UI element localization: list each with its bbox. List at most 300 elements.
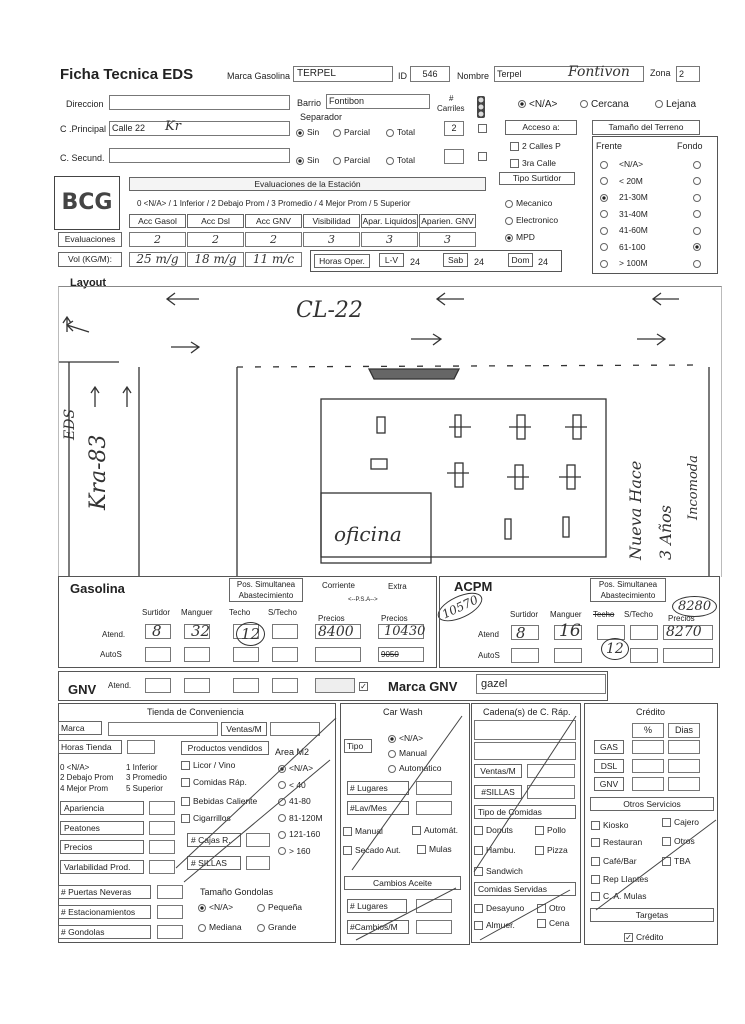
sep-total-2[interactable]	[386, 155, 415, 165]
horas-tienda-field[interactable]	[127, 740, 155, 754]
cadena-ventas: Ventas/M	[474, 764, 522, 778]
lejana-label: Lejana	[666, 99, 697, 110]
fondo-radio[interactable]	[693, 194, 701, 202]
frente-radio[interactable]	[600, 243, 608, 251]
marca-gasolina-value: TERPEL	[297, 68, 336, 79]
cambios-m-field[interactable]	[416, 920, 452, 934]
c-principal-field[interactable]	[109, 121, 290, 136]
eval-value: 3	[386, 233, 393, 246]
credito-pct-label: %	[643, 725, 652, 735]
gondola-grande-radio[interactable]	[257, 924, 265, 932]
credito-gas-pct[interactable]	[632, 740, 664, 754]
carwash-na-radio[interactable]	[388, 735, 396, 743]
carwash-secado[interactable]	[343, 845, 401, 855]
pizza-item[interactable]	[535, 845, 568, 855]
frente-radio[interactable]	[600, 177, 608, 185]
acpm-autos-3[interactable]	[630, 648, 658, 663]
fondo-radio[interactable]	[693, 260, 701, 268]
otros2-check[interactable]	[662, 837, 671, 846]
sab-value: 24	[474, 257, 485, 267]
right-note-2: 3 Años	[656, 505, 675, 560]
area-option-label: > 160	[289, 845, 311, 856]
eval-value-cell[interactable]	[187, 232, 244, 247]
mulas-label: Mulas	[429, 844, 452, 854]
credito-gas-dias[interactable]	[668, 740, 700, 754]
eval-value-cell[interactable]	[245, 232, 302, 247]
area-option-label: 121-160	[289, 829, 321, 839]
pizza-check[interactable]	[535, 846, 544, 855]
gasolina-atend: Atend.	[102, 630, 126, 639]
manual2-label: Manual	[355, 826, 383, 836]
acpm-autos-2[interactable]	[554, 648, 582, 663]
barrio-label: Barrio	[297, 98, 322, 108]
sillas-field[interactable]	[246, 856, 270, 870]
puertas-field[interactable]	[157, 885, 183, 899]
electronico-radio[interactable]	[505, 217, 513, 225]
peatones-field[interactable]	[149, 821, 175, 835]
carwash-manual2[interactable]	[343, 826, 383, 836]
credito-gnv-dias[interactable]	[668, 777, 700, 791]
acpm-autos-4[interactable]	[663, 648, 713, 663]
gnv-atend: Atend.	[108, 681, 132, 690]
credito-card-label: Crédito	[636, 932, 664, 942]
tienda-scale-6: 5 Superior	[126, 784, 163, 793]
desayuno-check[interactable]	[474, 904, 483, 913]
cena-check[interactable]	[537, 919, 546, 928]
gasolina-corriente: Corriente	[322, 581, 355, 590]
otro-label: Otro	[549, 903, 566, 913]
licor-item[interactable]	[181, 760, 235, 770]
eval-col-header: Apar. Liquidos	[362, 216, 417, 226]
proximity-cercana[interactable]	[580, 99, 629, 110]
terreno-option-label: 61-100	[619, 241, 646, 252]
cafe-item[interactable]	[591, 856, 637, 866]
gasolina-autos-4[interactable]	[272, 647, 298, 662]
horas-tienda: Horas Tienda	[58, 740, 122, 754]
frente-radio[interactable]	[600, 194, 608, 202]
terreno-option-row	[600, 159, 700, 169]
page-title: Ficha Tecnica EDS	[60, 66, 194, 83]
proximity-na-radio[interactable]	[518, 100, 526, 108]
cajas-label: # Cajas R.	[187, 833, 241, 847]
carwash-manual[interactable]	[388, 748, 427, 758]
otro-item[interactable]	[537, 903, 566, 913]
licor-check[interactable]	[181, 761, 190, 770]
surtidor-electronico[interactable]	[505, 215, 558, 225]
sep-parcial-1[interactable]	[333, 127, 370, 137]
mpd-radio[interactable]	[505, 234, 513, 242]
pollo-label: Pollo	[547, 825, 566, 835]
gnv-check[interactable]: ✓	[360, 682, 367, 691]
area-radio[interactable]	[278, 831, 286, 839]
parcial-radio-2[interactable]	[333, 157, 341, 165]
gnv-field-4[interactable]	[272, 678, 298, 693]
vol-value-cell[interactable]	[245, 252, 302, 267]
cafe-label: Café/Bar	[603, 856, 637, 866]
bebidas-check[interactable]	[181, 797, 190, 806]
cadena-ventas-field[interactable]	[527, 764, 575, 778]
precios-label: Precios	[60, 840, 144, 854]
estacionamientos-field[interactable]	[157, 905, 183, 919]
frente-radio[interactable]	[600, 161, 608, 169]
marca-gasolina-field[interactable]	[293, 66, 393, 82]
cercana-label: Cercana	[591, 99, 629, 110]
carwash-lav-field[interactable]	[416, 801, 452, 815]
eval-col-header: Acc Dsl	[187, 214, 244, 228]
nombre-label: Nombre	[457, 71, 490, 81]
gondola-grande[interactable]	[257, 922, 296, 932]
eval-value-cell[interactable]	[419, 232, 476, 247]
area-radio[interactable]	[278, 814, 286, 822]
gasolina-stecho-field[interactable]	[272, 624, 298, 639]
bebidas-item[interactable]	[181, 796, 257, 806]
hambu-item[interactable]	[474, 845, 516, 855]
surtidor-mecanico[interactable]	[505, 198, 552, 208]
eval-value-cell[interactable]	[303, 232, 360, 247]
area-option[interactable]	[278, 846, 311, 856]
manual2-check[interactable]	[343, 827, 352, 836]
sin-radio-1[interactable]	[296, 129, 304, 137]
kiosko-label: Kiosko	[603, 820, 629, 830]
cajero-label: Cajero	[674, 817, 700, 827]
puertas-label: # Puertas Neveras	[58, 885, 151, 899]
tienda-scale-3: 2 Debajo Prom	[60, 773, 114, 782]
horas-oper-label: Horas Oper.	[314, 254, 370, 268]
gasolina-manguer-value: 32	[191, 622, 211, 640]
acceso-2calles[interactable]	[510, 141, 561, 151]
comidas-check[interactable]	[181, 778, 190, 787]
area-option[interactable]	[278, 829, 320, 839]
carwash-mulas[interactable]	[417, 844, 452, 854]
acpm-precio-note: 8280	[672, 596, 717, 617]
carriles-check-2[interactable]	[478, 152, 487, 161]
tienda-scale-4: 3 Promedio	[126, 773, 167, 782]
gasolina-autos-2[interactable]	[184, 647, 210, 662]
terreno-option-row	[600, 225, 700, 235]
total-radio-1[interactable]	[386, 129, 394, 137]
area-option[interactable]	[278, 796, 311, 806]
fondo-radio[interactable]	[693, 177, 701, 185]
automat-check[interactable]	[412, 826, 421, 835]
comidas-item[interactable]	[181, 777, 247, 787]
gasolina-corriente-value: 8400	[318, 624, 354, 640]
tipo-comidas: Tipo de Comidas	[474, 805, 576, 819]
dom-value: 24	[538, 257, 549, 267]
productos-vendidos: Productos vendidos	[181, 741, 269, 755]
c-principal-label: C .Principal	[60, 124, 107, 134]
eval-value-cell[interactable]	[361, 232, 418, 247]
desayuno-item[interactable]	[474, 903, 524, 913]
fondo-radio[interactable]	[693, 161, 701, 169]
gondolas-field[interactable]	[157, 925, 183, 939]
precios-field[interactable]	[149, 840, 175, 854]
terreno-option-row	[600, 242, 700, 252]
credito-dias-label: Dias	[674, 725, 693, 735]
secado-label: Secado Aut.	[355, 845, 401, 855]
gnv-field-5[interactable]	[315, 678, 355, 693]
cajero-item[interactable]	[662, 817, 699, 827]
apariencia-field[interactable]	[149, 801, 175, 815]
c-secund-field[interactable]	[109, 148, 290, 163]
area-option[interactable]	[278, 780, 306, 790]
ca-mulas-check[interactable]	[591, 892, 600, 901]
area-radio[interactable]	[278, 847, 286, 855]
carwash-tipo: Tipo	[344, 739, 372, 753]
mulas-check[interactable]	[417, 845, 426, 854]
c-secund-label: C. Secund.	[60, 153, 105, 163]
acpm-stecho-field[interactable]	[630, 625, 658, 640]
area-option-label: 41-80	[289, 796, 311, 806]
hambu-check[interactable]	[474, 846, 483, 855]
fondo-radio[interactable]	[693, 243, 701, 251]
otros-servicios: Otros Servicios	[590, 797, 714, 811]
2calles-check[interactable]	[510, 142, 519, 151]
tienda-ventas-field[interactable]	[270, 722, 320, 736]
vol-value-cell[interactable]	[187, 252, 244, 267]
vol-value-cell[interactable]	[129, 252, 186, 267]
cajero-check[interactable]	[662, 818, 671, 827]
gasolina-autos-3[interactable]	[233, 647, 259, 662]
direccion-field[interactable]	[109, 95, 290, 110]
eval-value: 2	[270, 233, 277, 246]
comidas-servidas: Comidas Servidas	[474, 882, 576, 896]
carwash-na-label: <N/A>	[399, 733, 424, 743]
tienda-scale-1: 0 <N/A>	[60, 763, 90, 772]
sep-sin-2[interactable]	[296, 155, 319, 165]
gasolina-precios-2: Precios	[381, 614, 408, 623]
sin-label-2: Sin	[307, 155, 320, 165]
proximity-na-label: <N/A>	[529, 99, 558, 110]
carwash-automat[interactable]	[412, 825, 458, 835]
frente-radio[interactable]	[600, 210, 608, 218]
surtidor-mpd[interactable]	[505, 232, 535, 242]
parcial-label-1: Parcial	[344, 127, 370, 137]
almuer-label: Almuer.	[486, 920, 515, 930]
restauran-check[interactable]	[591, 838, 600, 847]
layout-label: Layout	[70, 277, 107, 289]
carwash-automatico[interactable]	[388, 763, 442, 773]
3ra-check[interactable]	[510, 159, 519, 168]
parcial-label-2: Parcial	[344, 155, 370, 165]
peatones-label: Peatones	[60, 821, 144, 835]
area-radio[interactable]	[278, 798, 286, 806]
carriles-field-2[interactable]	[444, 149, 464, 164]
eval-value: 2	[212, 233, 219, 246]
gasolina-extra-value: 10430	[384, 624, 426, 639]
tienda-marca-field[interactable]	[108, 722, 218, 736]
cigarrillos-check[interactable]	[181, 814, 190, 823]
gasolina-surtidor-value: 8	[152, 622, 162, 640]
cena-label: Cena	[549, 918, 570, 928]
almuer-item[interactable]	[474, 920, 515, 930]
acpm-autos: AutoS	[478, 651, 500, 660]
otro-check[interactable]	[537, 904, 546, 913]
cena-item[interactable]	[537, 918, 569, 928]
terreno-option-label: > 100M	[619, 258, 648, 268]
gasolina-autos-5[interactable]	[315, 647, 361, 662]
gondola-mediana-radio[interactable]	[198, 924, 206, 932]
3ra-label: 3ra Calle	[522, 158, 557, 168]
area-option-label: < 40	[289, 779, 306, 790]
gasolina-pos: Pos. Simultanea Abastecimiento	[229, 578, 303, 602]
mecanico-radio[interactable]	[505, 200, 513, 208]
area-radio[interactable]	[278, 765, 286, 773]
carriles-check-1[interactable]	[478, 124, 487, 133]
kiosko-check[interactable]	[591, 821, 600, 830]
eval-value: 2	[154, 233, 161, 246]
carwash-na[interactable]	[388, 733, 423, 743]
kiosko-item[interactable]	[591, 820, 629, 830]
id-value: 546	[422, 69, 438, 79]
gasolina-psa: <--P.S.A-->	[348, 597, 378, 603]
area-option[interactable]	[278, 763, 313, 773]
area-option[interactable]	[278, 813, 323, 823]
sandwich-item[interactable]	[474, 866, 523, 876]
secado-check[interactable]	[343, 846, 352, 855]
gondola-pequena-label: Pequeña	[268, 902, 303, 912]
tba-check[interactable]	[662, 857, 671, 866]
eds-label: EDS	[62, 408, 78, 440]
carriles-num: #	[449, 94, 454, 103]
zona-field[interactable]	[676, 66, 700, 82]
mecanico-label: Mecanico	[516, 198, 553, 208]
tienda-marca: Marca	[58, 721, 102, 735]
ca-mulas-item[interactable]	[591, 891, 646, 901]
terreno-option-label: <N/A>	[619, 159, 644, 169]
sep-parcial-2[interactable]	[333, 155, 370, 165]
bebidas-label: Bebidas Caliente	[193, 796, 258, 806]
separador-label: Separador	[300, 112, 343, 122]
total-radio-2[interactable]	[386, 157, 394, 165]
tienda-ventas: Ventas/M	[221, 722, 267, 736]
cadena-sillas-field[interactable]	[527, 785, 575, 799]
fondo-radio[interactable]	[693, 227, 701, 235]
carwash-lugares-field[interactable]	[416, 781, 452, 795]
proximity-lejana[interactable]	[655, 99, 696, 110]
carriles-value: 2	[451, 123, 457, 133]
gondola-pequena[interactable]	[257, 902, 302, 912]
terreno-option-row	[600, 209, 700, 219]
parcial-radio-1[interactable]	[333, 129, 341, 137]
donuts-item[interactable]	[474, 825, 513, 835]
credito-card-check[interactable]: ✓	[625, 933, 632, 943]
cambios-lugares-field[interactable]	[416, 899, 452, 913]
frente-radio[interactable]	[600, 227, 608, 235]
gondola-na-radio[interactable]	[198, 904, 206, 912]
carwash-manual-radio[interactable]	[388, 750, 396, 758]
pizza-label: Pizza	[547, 845, 568, 855]
zona-value: 2	[679, 69, 685, 79]
acpm-techo-value: 12	[601, 638, 629, 660]
proximity-na[interactable]	[518, 99, 557, 110]
credito-card-item[interactable]	[624, 932, 663, 942]
sep-total-1[interactable]	[386, 127, 415, 137]
carriles-field-1[interactable]	[444, 121, 464, 136]
pollo-check[interactable]	[535, 826, 544, 835]
variabilidad-field[interactable]	[149, 860, 175, 874]
nombre-handwritten: Fontivon	[568, 64, 630, 80]
lejana-radio[interactable]	[655, 100, 663, 108]
sep-sin-1[interactable]	[296, 127, 319, 137]
marca-gnv-value: gazel	[481, 678, 508, 690]
terreno-option-row	[600, 192, 700, 202]
evaluaciones-row-label: Evaluaciones	[58, 232, 122, 247]
credito-dsl-pct[interactable]	[632, 759, 664, 773]
apariencia-label: Apariencia	[60, 801, 144, 815]
sandwich-check[interactable]	[474, 867, 483, 876]
gnv-field-2[interactable]	[184, 678, 210, 693]
gasolina-extra: Extra	[388, 582, 407, 591]
eval-value-cell[interactable]	[129, 232, 186, 247]
gondola-pequena-radio[interactable]	[257, 904, 265, 912]
cercana-radio[interactable]	[580, 100, 588, 108]
gasolina-title: Gasolina	[70, 581, 125, 596]
credito-title: Crédito	[636, 707, 666, 717]
barrio-field[interactable]	[326, 94, 430, 109]
marca-gnv-field[interactable]	[476, 674, 606, 694]
credito-gnv-pct[interactable]	[632, 777, 664, 791]
donuts-check[interactable]	[474, 826, 483, 835]
marca-gasolina-label: Marca Gasolina	[227, 71, 291, 81]
credito-dsl-dias[interactable]	[668, 759, 700, 773]
acpm-autos-1[interactable]	[511, 648, 539, 663]
gnv-field-1[interactable]	[145, 678, 171, 693]
credito-gas: GAS	[594, 740, 624, 754]
gasolina-autos-1[interactable]	[145, 647, 171, 662]
id-field[interactable]	[410, 66, 450, 82]
area-option-label: <N/A>	[289, 763, 314, 773]
carwash-auto-radio[interactable]	[388, 765, 396, 773]
tamano-gondolas: Tamaño Gondolas	[200, 887, 274, 897]
rep-item[interactable]	[591, 874, 648, 884]
electronico-label: Electronico	[516, 215, 559, 225]
otros2-item[interactable]	[662, 836, 695, 846]
fondo-radio[interactable]	[693, 210, 701, 218]
vol-row-label: Vol (KG/M):	[58, 252, 122, 267]
acpm-stecho: S/Techo	[624, 610, 653, 619]
barrio-value: Fontibon	[329, 96, 365, 106]
terreno-group	[592, 136, 718, 274]
carwash-title: Car Wash	[383, 707, 423, 717]
cadena-sillas: #SILLAS	[474, 785, 522, 799]
restauran-item[interactable]	[591, 837, 642, 847]
cafe-check[interactable]	[591, 857, 600, 866]
pollo-item[interactable]	[535, 825, 566, 835]
cajas-field[interactable]	[246, 833, 270, 847]
cigarrillos-item[interactable]	[181, 813, 231, 823]
gnv-field-3[interactable]	[233, 678, 259, 693]
right-note-3: Incomoda	[686, 455, 701, 520]
acceso-3ra[interactable]	[510, 158, 556, 168]
gondola-mediana[interactable]	[198, 922, 242, 932]
cadena-field-2[interactable]	[474, 742, 576, 760]
eval-value: 3	[444, 233, 451, 246]
carwash-auto-label: Automatico	[399, 763, 442, 773]
tienda-scale-5: 4 Mejor Prom	[60, 784, 109, 793]
tba-item[interactable]	[662, 856, 691, 866]
area-radio[interactable]	[278, 781, 286, 789]
sin-radio-2[interactable]	[296, 157, 304, 165]
frente-radio[interactable]	[600, 260, 608, 268]
acceso-header: Acceso a:	[505, 120, 577, 135]
gondola-na[interactable]	[198, 902, 233, 912]
licor-label: Licor / Vino	[193, 760, 236, 770]
almuer-check[interactable]	[474, 921, 483, 930]
cadena-field-1[interactable]	[474, 720, 576, 740]
area-m2: Area M2	[275, 747, 310, 757]
terreno-option-row	[600, 258, 700, 268]
rep-check[interactable]	[591, 875, 600, 884]
